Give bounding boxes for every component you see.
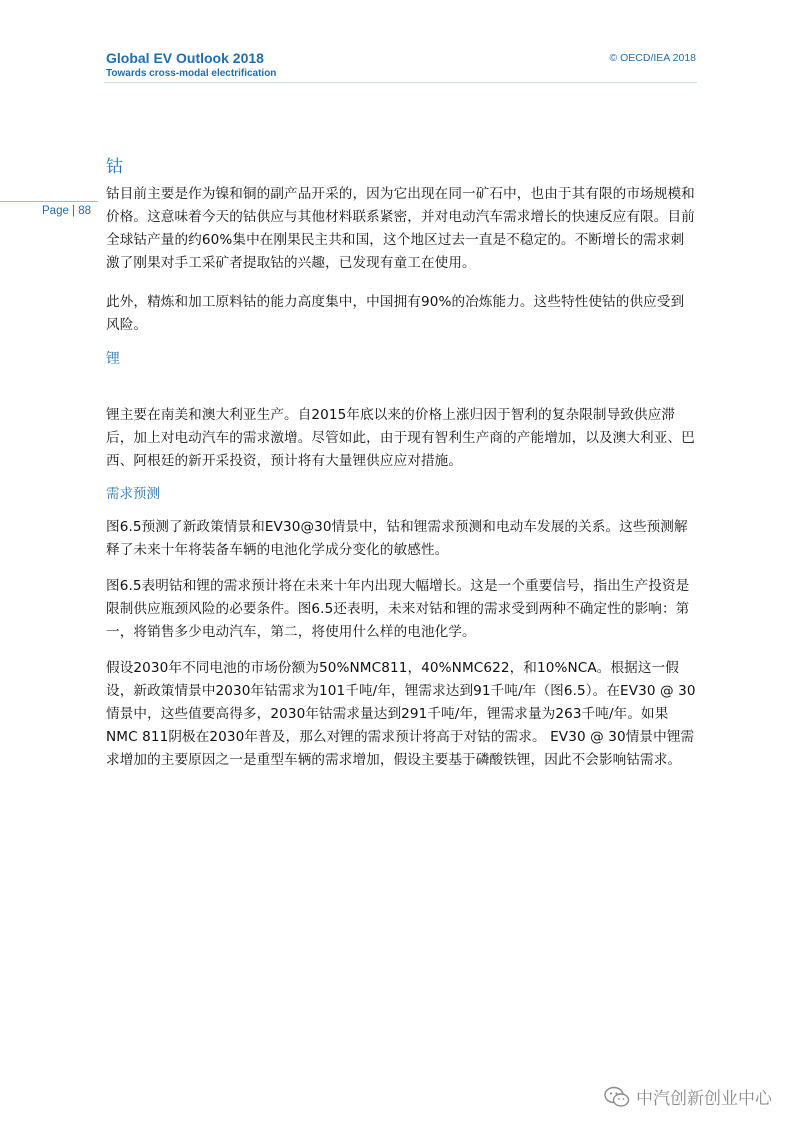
header-divider [104,82,697,83]
paragraph-demand-assumptions: 假设2030年不同电池的市场份额为50%NMC811，40%NMC622，和10%NCA。根据这一假设，新政策情景中2030年钴需求为101千吨/年，锂需求达到91千吨/年（图6.5）。在EV30 @ 30情景中，这些值要高得多，2030年钴需求量达到291千吨/年，锂需求量为263千吨/年。如果NMC 811阴极在2030年普及，那么对锂的需求预计将高于对钴的需求。 EV30 @ 30情景中锂需求增加的主要原因之一是重型车辆的需求增加，假设主要基于磷酸铁锂，因此不会影响钴需求。 [106,660,696,768]
paragraph-demand-growth: 图6.5表明钴和锂的需求预计将在未来十年内出现大幅增长。这是一个重要信号，指出生产投资是限制供应瓶颈风险的必要条件。图6.5还表明，未来对钴和锂的需求受到两种不确定性的影响：第一，将销售多少电动汽车，第二，将使用什么样的电池化学。 [106,578,690,640]
paragraph-cobalt-refining: 此外，精炼和加工原料钴的能力高度集中，中国拥有90%的冶炼能力。这些特性使钴的供应受到风险。 [106,294,685,333]
report-title: Global EV Outlook 2018 [106,50,264,66]
page-number-divider [0,201,98,202]
page-number: Page | 88 [42,205,92,217]
section-heading-cobalt: 钴 [106,157,123,177]
wechat-icon [604,1086,630,1108]
paragraph-lithium-production: 锂主要在南美和澳大利亚生产。自2015年底以来的价格上涨归因于智利的复杂限制导致供应滞后，加上对电动汽车的需求激增。尽管如此，由于现有智利生产商的产能增加，以及澳大利亚、巴西、阿根廷的新开采投资，预计将有大量锂供应应对措施。 [106,407,695,469]
copyright-notice: © OECD/IEA 2018 [609,52,696,64]
watermark-text: 中汽创新创业中心 [636,1089,772,1109]
section-heading-lithium: 锂 [106,351,120,367]
section-heading-demand-forecast: 需求预测 [106,486,160,502]
paragraph-demand-figure: 图6.5预测了新政策情景和EV30@30情景中，钴和锂需求预测和电动车发展的关系。这些预测解释了未来十年将装备车辆的电池化学成分变化的敏感性。 [106,519,688,558]
paragraph-cobalt-supply: 钴目前主要是作为镍和铜的副产品开采的，因为它出现在同一矿石中，也由于其有限的市场规模和价格。这意味着今天的钴供应与其他材料联系紧密，并对电动汽车需求增长的快速反应有限。目前全球钴产量的约60%集中在刚果民主共和国，这个地区过去一直是不稳定的。不断增长的需求刺激了刚果对手工采矿者提取钴的兴趣，已发现有童工在使用。 [106,186,695,271]
report-subtitle: Towards cross-modal electrification [106,68,277,79]
watermark [604,1084,772,1109]
